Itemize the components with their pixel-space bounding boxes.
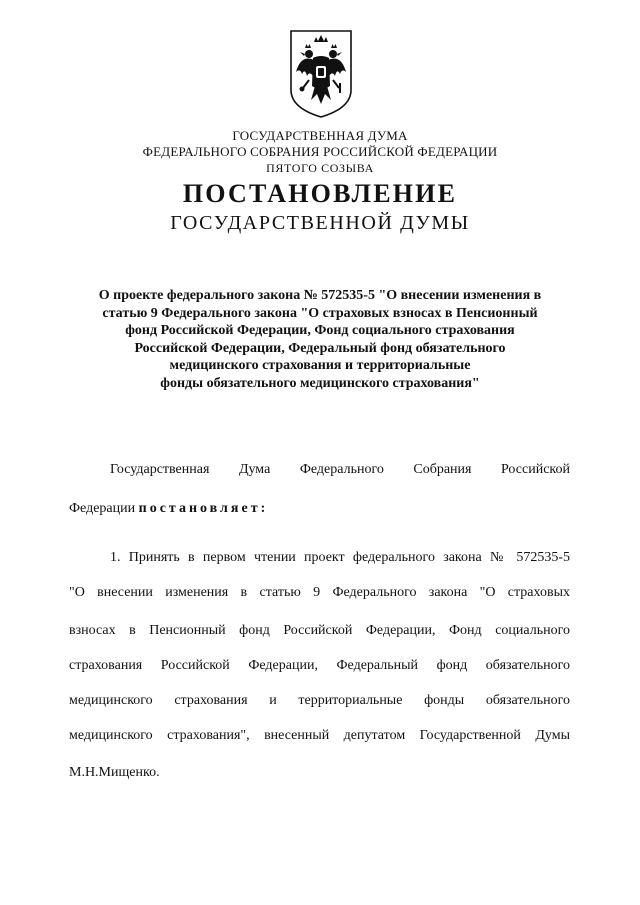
item-1-line: "О внесении изменения в статью 9 Федерального закона "О страховых — [69, 585, 570, 600]
item-1-line: взносах в Пенсионный фонд Российской Федерации, Фонд социального — [69, 623, 570, 638]
item-1-line: 1. Принять в первом чтении проект федерального закона № 572535-5 — [110, 550, 570, 565]
subject-line: О проекте федерального закона № 572535-5 "О внесении изменения в — [98, 288, 542, 303]
header-line-duma: ГОСУДАРСТВЕННАЯ ДУМА — [232, 128, 408, 143]
item-1-line: медицинского страхования", внесенный депутатом Государственной Думы — [69, 728, 570, 743]
subject-line: фонд Российской Федерации, Фонд социального страхования — [125, 323, 515, 339]
item-1-line: медицинского страхования и территориальные фонды обязательного — [69, 693, 570, 708]
intro-prefix: Федерации — [69, 501, 139, 516]
document-issuer: ГОСУДАРСТВЕННОЙ ДУМЫ — [170, 212, 470, 234]
resolution-subject — [60, 287, 580, 393]
subject-line: медицинского страхования и территориальные — [169, 358, 471, 374]
item-1-line: страхования Российской Федерации, Федеральный фонд обязательного — [69, 658, 570, 673]
resolves-word: постановляет: — [138, 501, 269, 516]
header-line-convocation: ПЯТОГО СОЗЫВА — [266, 161, 374, 175]
subject-line: Российской Федерации, Федеральный фонд обязательного — [134, 340, 506, 356]
header-line-federal-assembly: ФЕДЕРАЛЬНОГО СОБРАНИЯ РОССИЙСКОЙ ФЕДЕРАЦИИ — [142, 144, 498, 159]
intro-line — [69, 462, 570, 478]
subject-line: фонды обязательного медицинского страхования" — [160, 375, 480, 391]
intro-line — [69, 501, 268, 517]
intro-text: Государственная Дума Федерального Собрания Российской — [110, 462, 570, 477]
state-emblem-icon — [287, 28, 355, 120]
item-1-line: М.Н.Мищенко. — [69, 765, 160, 780]
subject-line: статью 9 Федерального закона "О страховых взносах в Пенсионный — [102, 305, 538, 321]
document-type-title: ПОСТАНОВЛЕНИЕ — [182, 179, 458, 208]
